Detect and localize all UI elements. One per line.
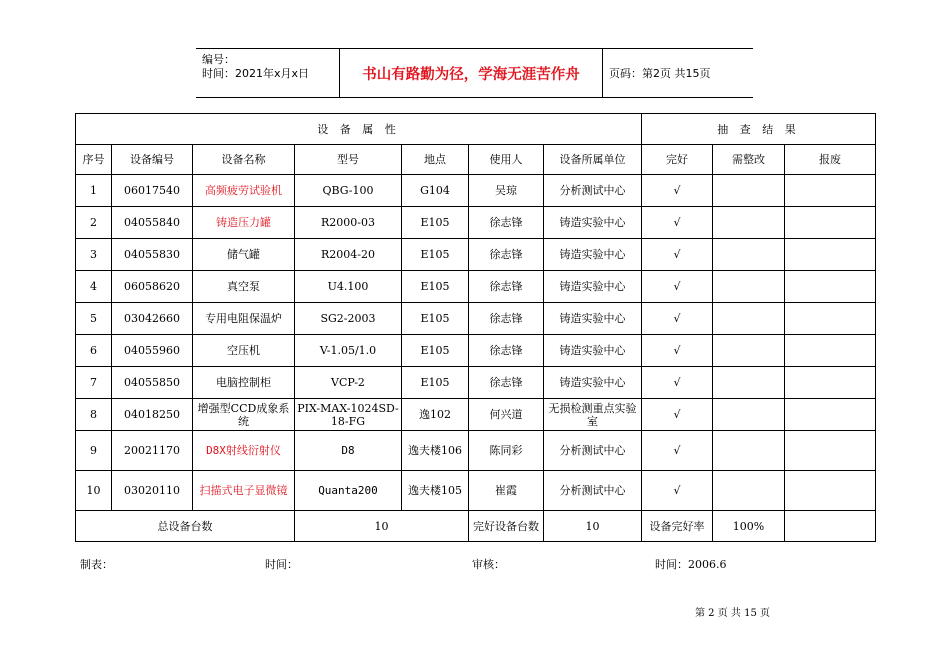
cell-ok: √ (642, 399, 713, 431)
summary-empty-cell (785, 511, 876, 542)
cell-no: 1 (76, 175, 112, 207)
cell-fix (713, 431, 785, 471)
cell-model: R2004-20 (295, 239, 402, 271)
table-row (76, 335, 876, 367)
cell-name: 专用电阻保温炉 (193, 303, 295, 335)
section-header-row (76, 114, 876, 145)
cell-location: E105 (402, 239, 469, 271)
cell-scrap (785, 175, 876, 207)
table-row (76, 207, 876, 239)
cell-no: 3 (76, 239, 112, 271)
cell-name: 高频疲劳试验机 (193, 175, 295, 207)
cell-model: D8 (295, 431, 402, 471)
cell-unit: 分析测试中心 (544, 175, 642, 207)
cell-no: 6 (76, 335, 112, 367)
summary-row (76, 511, 876, 542)
table-row (76, 303, 876, 335)
cell-code: 06017540 (112, 175, 193, 207)
col-header-ok: 完好 (642, 145, 713, 175)
cell-code: 04018250 (112, 399, 193, 431)
cell-ok: √ (642, 471, 713, 511)
col-header-no: 序号 (76, 145, 112, 175)
cell-code: 03020110 (112, 471, 193, 511)
cell-scrap (785, 271, 876, 303)
cell-fix (713, 303, 785, 335)
cell-fix (713, 335, 785, 367)
cell-code: 03042660 (112, 303, 193, 335)
cell-ok: √ (642, 303, 713, 335)
col-header-name: 设备名称 (193, 145, 295, 175)
cell-unit: 铸造实验中心 (544, 239, 642, 271)
cell-unit: 铸造实验中心 (544, 335, 642, 367)
cell-ok: √ (642, 271, 713, 303)
table-row (76, 175, 876, 207)
cell-location: E105 (402, 335, 469, 367)
cell-scrap (785, 471, 876, 511)
equipment-check-table (75, 113, 876, 542)
cell-model: QBG-100 (295, 175, 402, 207)
header-motto-cell (340, 49, 603, 97)
cell-location: 逸夫楼105 (402, 471, 469, 511)
cell-unit: 铸造实验中心 (544, 271, 642, 303)
cell-no: 8 (76, 399, 112, 431)
cell-model: Quanta200 (295, 471, 402, 511)
cell-ok: √ (642, 175, 713, 207)
section-check-results: 抽 查 结 果 (642, 114, 876, 145)
col-header-user: 使用人 (469, 145, 544, 175)
document-header (196, 48, 753, 98)
cell-ok: √ (642, 239, 713, 271)
cell-user: 徐志锋 (469, 303, 544, 335)
cell-location: 逸102 (402, 399, 469, 431)
ok-count-label: 完好设备台数 (469, 511, 544, 542)
cell-fix (713, 239, 785, 271)
page-number: 页码：第2页 共15页 (609, 67, 711, 80)
cell-scrap (785, 431, 876, 471)
cell-fix (713, 367, 785, 399)
cell-name: 铸造压力罐 (193, 207, 295, 239)
cell-fix (713, 471, 785, 511)
cell-user: 吴琼 (469, 175, 544, 207)
cell-user: 陈同彩 (469, 431, 544, 471)
total-count-value: 10 (295, 511, 469, 542)
cell-unit: 无损检测重点实验室 (544, 399, 642, 431)
cell-ok: √ (642, 367, 713, 399)
cell-name: D8X射线衍射仪 (193, 431, 295, 471)
cell-scrap (785, 207, 876, 239)
page-footer-number: 第 2 页 共 15 页 (695, 608, 770, 619)
col-header-location: 地点 (402, 145, 469, 175)
cell-no: 9 (76, 431, 112, 471)
cell-unit: 铸造实验中心 (544, 367, 642, 399)
cell-fix (713, 399, 785, 431)
cell-model: PIX-MAX-1024SD-18-FG (295, 399, 402, 431)
cell-code: 04055830 (112, 239, 193, 271)
cell-model: U4.100 (295, 271, 402, 303)
cell-unit: 分析测试中心 (544, 431, 642, 471)
table-row (76, 399, 876, 431)
column-header-row (76, 145, 876, 175)
cell-location: E105 (402, 271, 469, 303)
cell-name: 扫描式电子显微镜 (193, 471, 295, 511)
col-header-scrap: 报废 (785, 145, 876, 175)
col-header-unit: 设备所属单位 (544, 145, 642, 175)
cell-model: VCP-2 (295, 367, 402, 399)
table-row (76, 471, 876, 511)
cell-model: V-1.05/1.0 (295, 335, 402, 367)
cell-location: E105 (402, 207, 469, 239)
cell-no: 5 (76, 303, 112, 335)
col-header-code: 设备编号 (112, 145, 193, 175)
cell-user: 何兴道 (469, 399, 544, 431)
cell-unit: 铸造实验中心 (544, 207, 642, 239)
cell-user: 徐志锋 (469, 367, 544, 399)
cell-code: 06058620 (112, 271, 193, 303)
cell-no: 10 (76, 471, 112, 511)
time-label-1: 时间： (265, 558, 298, 571)
cell-location: 逸夫楼106 (402, 431, 469, 471)
cell-no: 4 (76, 271, 112, 303)
cell-ok: √ (642, 207, 713, 239)
review-label: 审核： (472, 558, 505, 571)
cell-fix (713, 207, 785, 239)
cell-name: 空压机 (193, 335, 295, 367)
col-header-fix: 需整改 (713, 145, 785, 175)
cell-fix (713, 271, 785, 303)
table-row (76, 239, 876, 271)
time-label-2: 时间：2006.6 (655, 558, 727, 571)
maker-label: 制表： (80, 558, 113, 571)
section-attributes: 设 备 属 性 (76, 114, 642, 145)
cell-scrap (785, 335, 876, 367)
cell-scrap (785, 399, 876, 431)
cell-scrap (785, 367, 876, 399)
cell-unit: 铸造实验中心 (544, 303, 642, 335)
cell-unit: 分析测试中心 (544, 471, 642, 511)
cell-no: 7 (76, 367, 112, 399)
table-row (76, 367, 876, 399)
table-row (76, 431, 876, 471)
cell-fix (713, 175, 785, 207)
cell-code: 20021170 (112, 431, 193, 471)
cell-scrap (785, 239, 876, 271)
cell-name: 电脑控制柜 (193, 367, 295, 399)
table-row (76, 271, 876, 303)
total-count-label: 总设备台数 (76, 511, 295, 542)
cell-name: 真空泵 (193, 271, 295, 303)
cell-user: 徐志锋 (469, 271, 544, 303)
cell-no: 2 (76, 207, 112, 239)
cell-name: 储气罐 (193, 239, 295, 271)
cell-code: 04055850 (112, 367, 193, 399)
time-label: 时间：2021年x月x日 (202, 67, 310, 80)
cell-user: 徐志锋 (469, 335, 544, 367)
cell-name: 增强型CCD成象系统 (193, 399, 295, 431)
cell-location: E105 (402, 303, 469, 335)
cell-user: 崔霞 (469, 471, 544, 511)
cell-ok: √ (642, 431, 713, 471)
number-label: 编号： (202, 53, 235, 66)
motto-text: 书山有路勤为径，学海无涯苦作舟 (362, 66, 580, 83)
cell-location: E105 (402, 367, 469, 399)
cell-code: 04055840 (112, 207, 193, 239)
cell-model: R2000-03 (295, 207, 402, 239)
ok-rate-value: 100% (713, 511, 785, 542)
cell-location: G104 (402, 175, 469, 207)
ok-count-value: 10 (544, 511, 642, 542)
cell-code: 04055960 (112, 335, 193, 367)
cell-scrap (785, 303, 876, 335)
cell-user: 徐志锋 (469, 207, 544, 239)
cell-model: SG2-2003 (295, 303, 402, 335)
cell-user: 徐志锋 (469, 239, 544, 271)
cell-ok: √ (642, 335, 713, 367)
ok-rate-label: 设备完好率 (642, 511, 713, 542)
header-info-cell (196, 49, 340, 97)
col-header-model: 型号 (295, 145, 402, 175)
header-page-cell (603, 49, 753, 97)
